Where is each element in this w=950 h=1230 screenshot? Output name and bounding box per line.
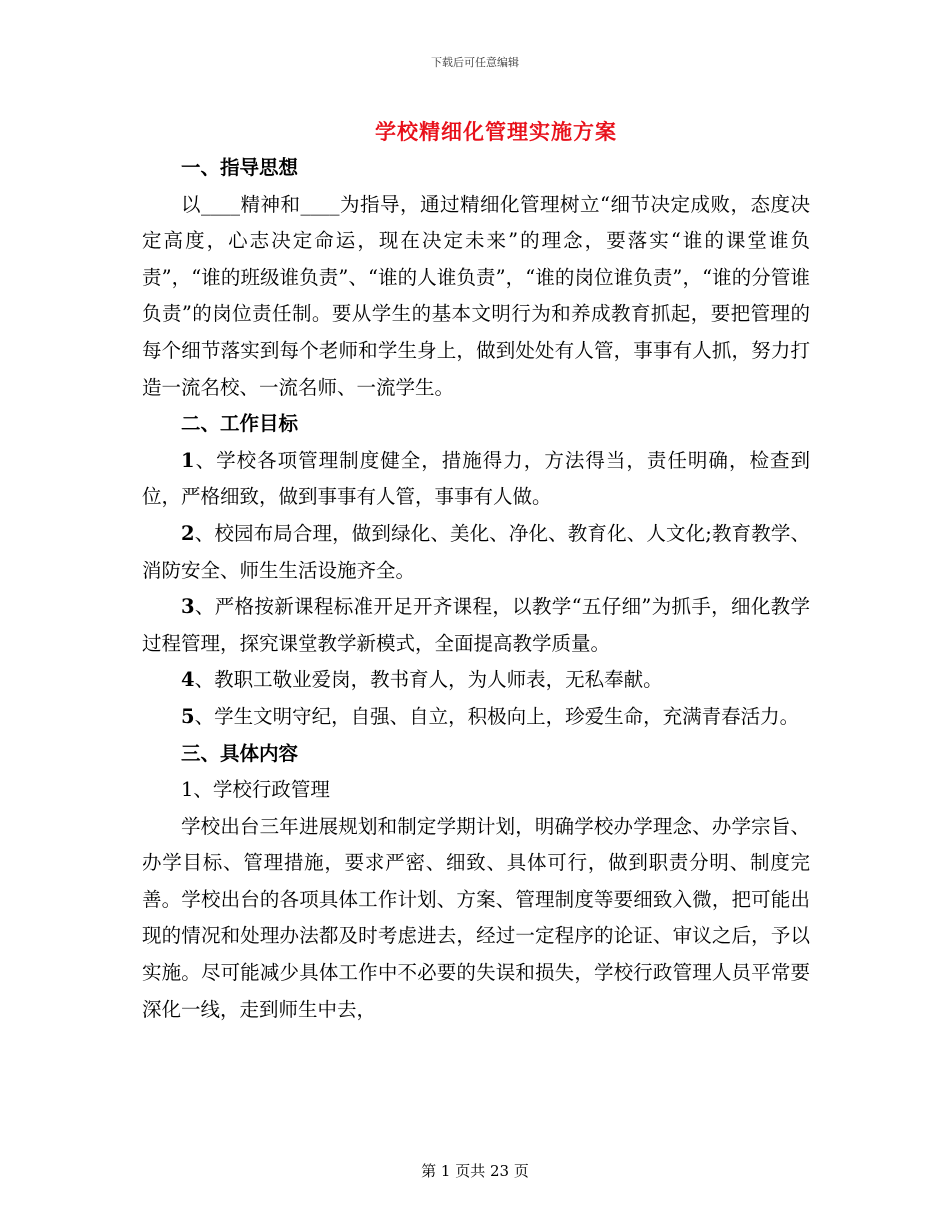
goal-item-text: 、学校各项管理制度健全，措施得力，方法得当，责任明确，检查到位，严格细致，做到事事有人管，事事有人做。 (142, 448, 810, 509)
goal-item-text: 、教职工敬业爱岗，教书育人，为人师表，无私奉献。 (194, 668, 663, 692)
goal-item-2 (142, 516, 810, 589)
goal-item-text: 、校园布局合理，做到绿化、美化、净化、教育化、人文化;教育教学、消防安全、师生生活设施齐全。 (142, 521, 810, 582)
goal-item-5 (142, 699, 810, 736)
document-title: 学校精细化管理实施方案 (375, 119, 617, 144)
subheading-admin-management: 1、学校行政管理 (181, 778, 330, 802)
goal-item-number: 4 (181, 668, 195, 692)
goal-item-number: 2 (181, 521, 195, 545)
goal-item-number: 3 (181, 595, 195, 619)
page-number-footer: 第 1 页共 23 页 (421, 1162, 529, 1180)
goal-item-4 (142, 662, 810, 699)
goal-item-number: 1 (181, 448, 195, 472)
section-heading-work-goals: 二、工作目标 (181, 412, 299, 436)
goal-item-1 (142, 443, 810, 516)
goal-item-3 (142, 589, 810, 662)
goal-item-number: 5 (181, 704, 195, 728)
page-header-note: 下载后可任意编辑 (431, 56, 519, 69)
goal-item-text: 、严格按新课程标准开足开齐课程，以教学“五仔细”为抓手，细化教学过程管理，探究课堂教学新模式，全面提高教学质量。 (142, 595, 810, 655)
section-heading-guiding-thought: 一、指导思想 (181, 156, 299, 179)
paragraph-guiding-thought: 以____精神和____为指导，通过精细化管理树立“细节决定成败，态度决定高度，心志决定命运，现在决定未来”的理念，要落实“谁的课堂谁负责”，“谁的班级谁负责”、“谁的人谁负责”，“谁的岗位谁负责”，“谁的分管谁负责”的岗位责任制。要从学生的基本文明行为和养成教育抓起，要把管理的每个细节落实到每个老师和学生身上，做到处处有人管，事事有人抓，努力打造一流名校、一流名师、一流学生。 (142, 192, 810, 399)
paragraph-admin-management: 学校出台三年进展规划和制定学期计划，明确学校办学理念、办学宗旨、办学目标、管理措施，要求严密、细致、具体可行，做到职责分明、制度完善。学校出台的各项具体工作计划、方案、管理制度等要细致入微，把可能出现的情况和处理办法都及时考虑进去，经过一定程序的论证、审议之后，予以实施。尽可能减少具体工作中不必要的失误和损失，学校行政管理人员平常要深化一线，走到师生中去， (142, 814, 810, 1021)
section-heading-specific-content: 三、具体内容 (181, 741, 299, 765)
goal-item-text: 、学生文明守纪，自强、自立，积极向上，珍爱生命，充满青春活力。 (194, 704, 800, 728)
document-body (142, 150, 810, 1028)
